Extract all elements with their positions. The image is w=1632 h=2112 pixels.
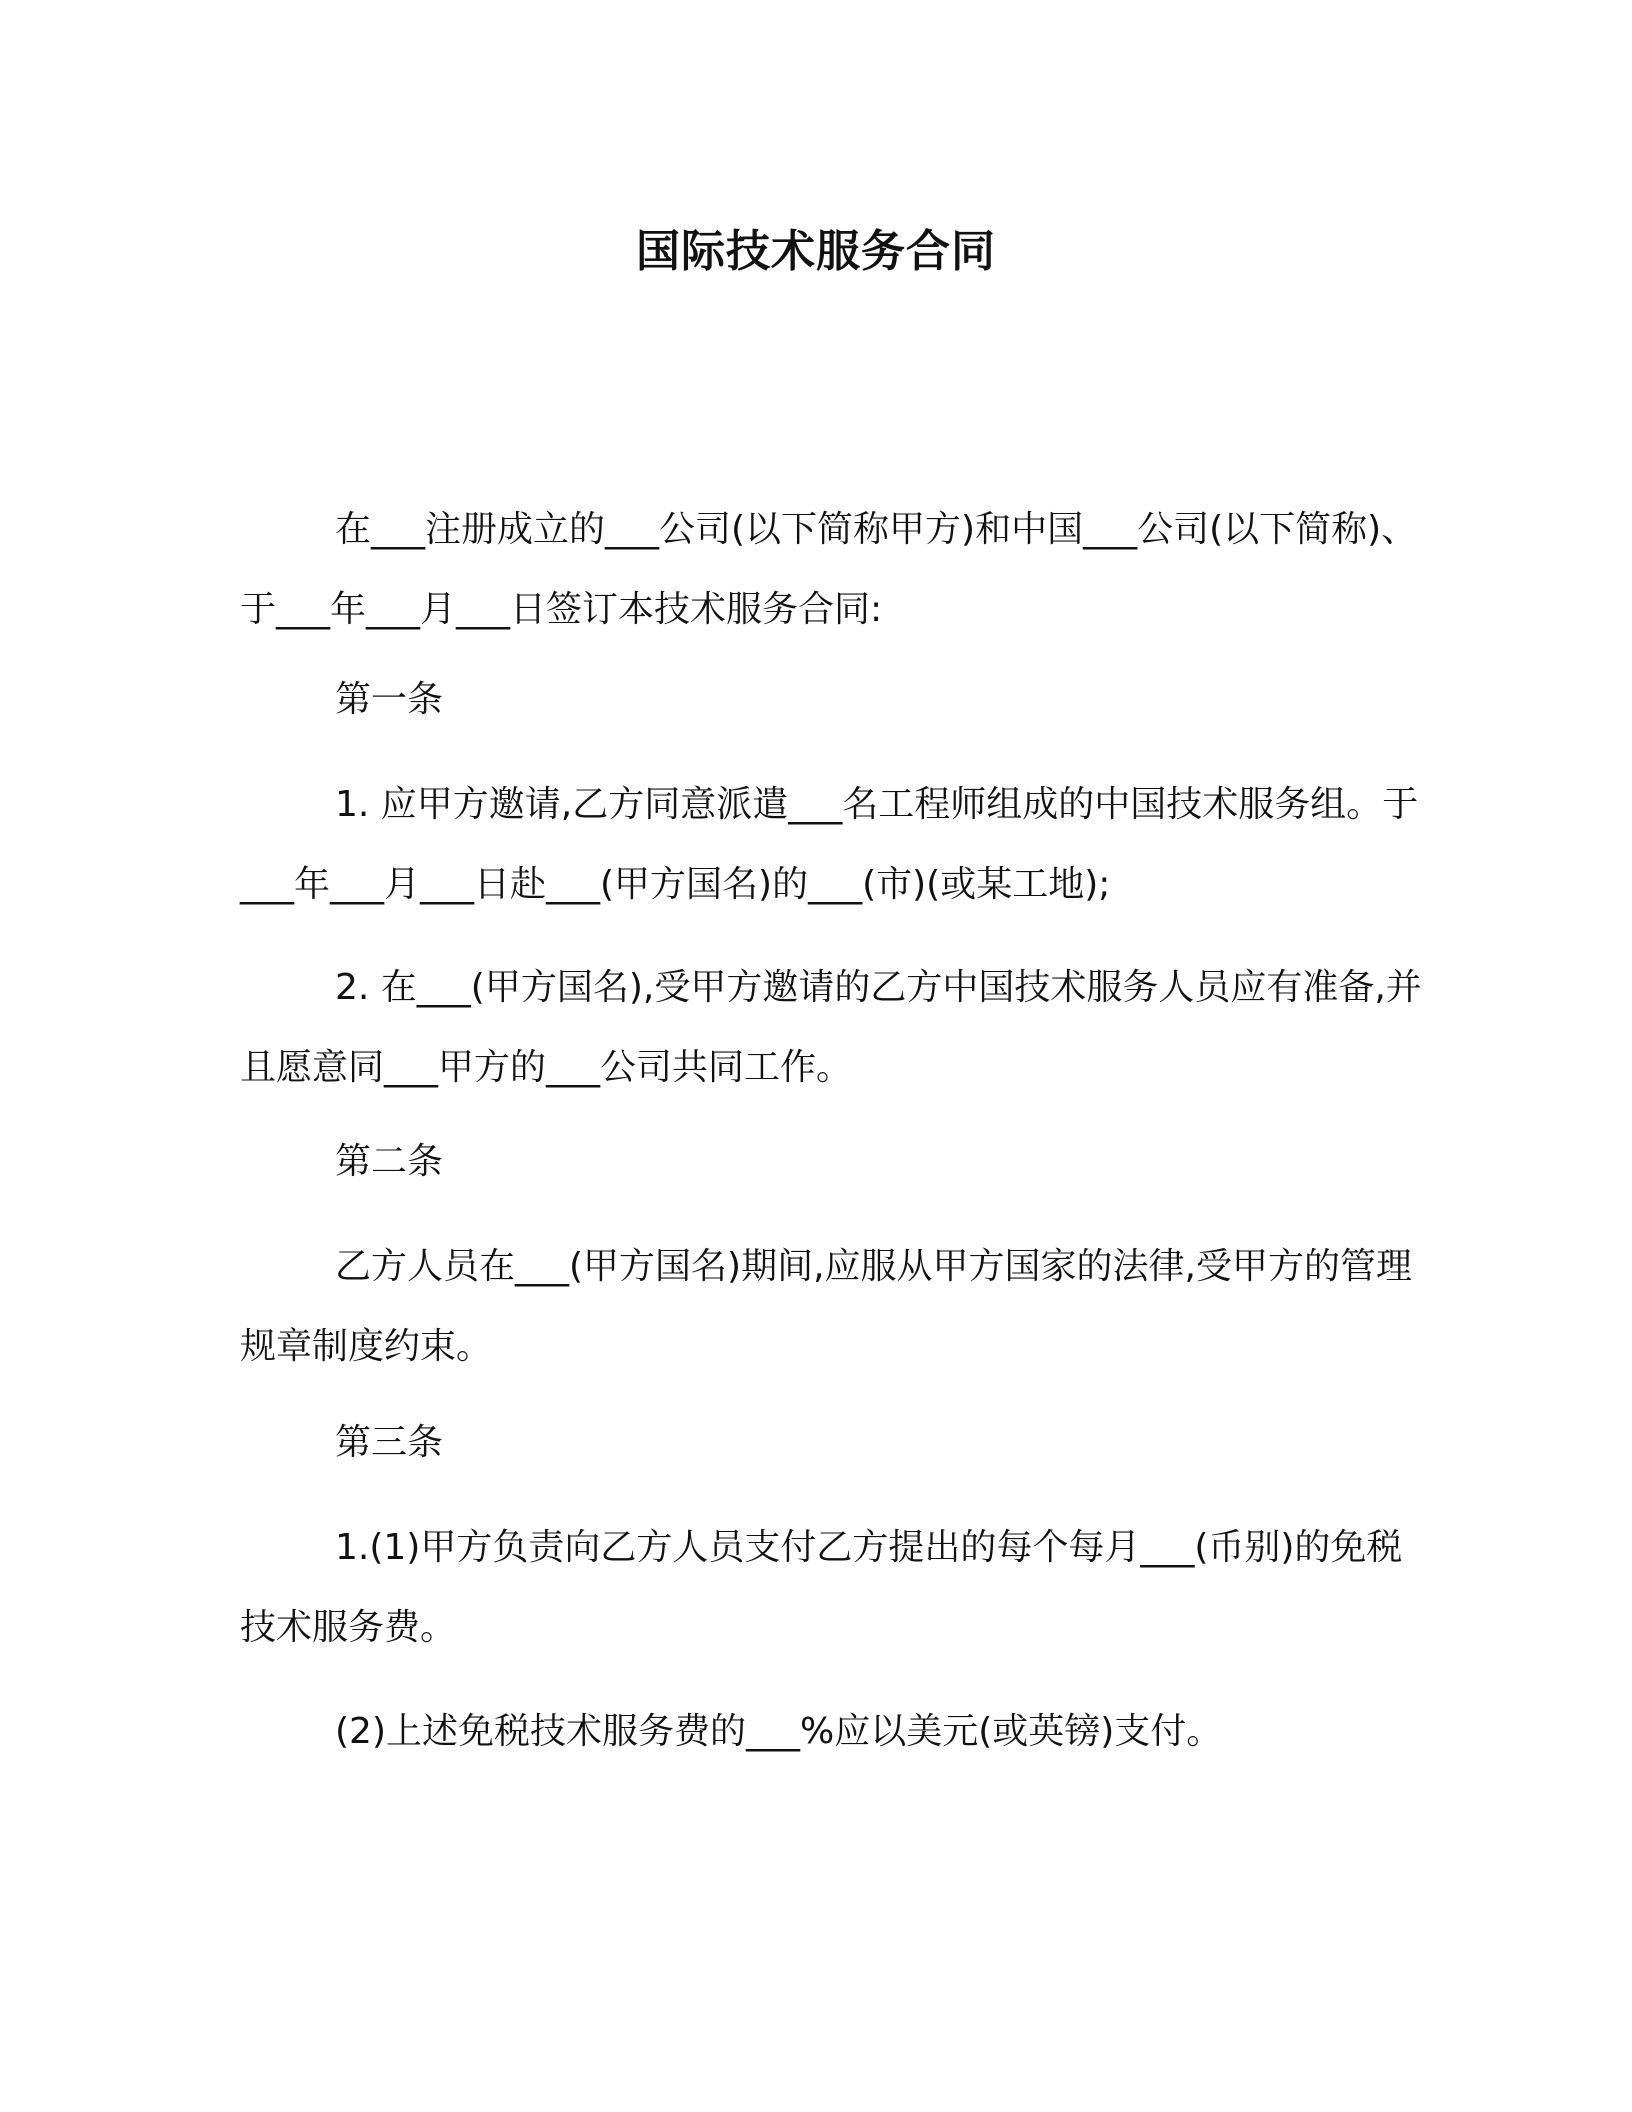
article-3-heading: 第三条 xyxy=(335,1422,444,1463)
document-title: 国际技术服务合同 xyxy=(636,226,996,277)
article-1-heading: 第一条 xyxy=(335,679,444,720)
intro-paragraph: 在___注册成立的___公司(以下简称甲方)和中国___公司(以下简称)、于___年___月___日签订本技术服务合同: xyxy=(240,509,1418,630)
article-1-clause-2: 2. 在___(甲方国名),受甲方邀请的乙方中国技术服务人员应有准备,并且愿意同___甲方的___公司共同工作。 xyxy=(240,967,1422,1088)
article-2-body: 乙方人员在___(甲方国名)期间,应服从甲方国家的法律,受甲方的管理规章制度约束。 xyxy=(240,1246,1412,1367)
article-1-clause-1: 1. 应甲方邀请,乙方同意派遣___名工程师组成的中国技术服务组。于___年___月___日赴___(甲方国名)的___(市)(或某工地); xyxy=(240,784,1419,905)
article-3-clause-1-1: 1.(1)甲方负责向乙方人员支付乙方提出的每个每月___(币别)的免税技术服务费。 xyxy=(240,1527,1403,1648)
article-3-clause-1-2: (2)上述免税技术服务费的___%应以美元(或英镑)支付。 xyxy=(335,1711,1223,1752)
article-2-heading: 第二条 xyxy=(335,1141,444,1182)
